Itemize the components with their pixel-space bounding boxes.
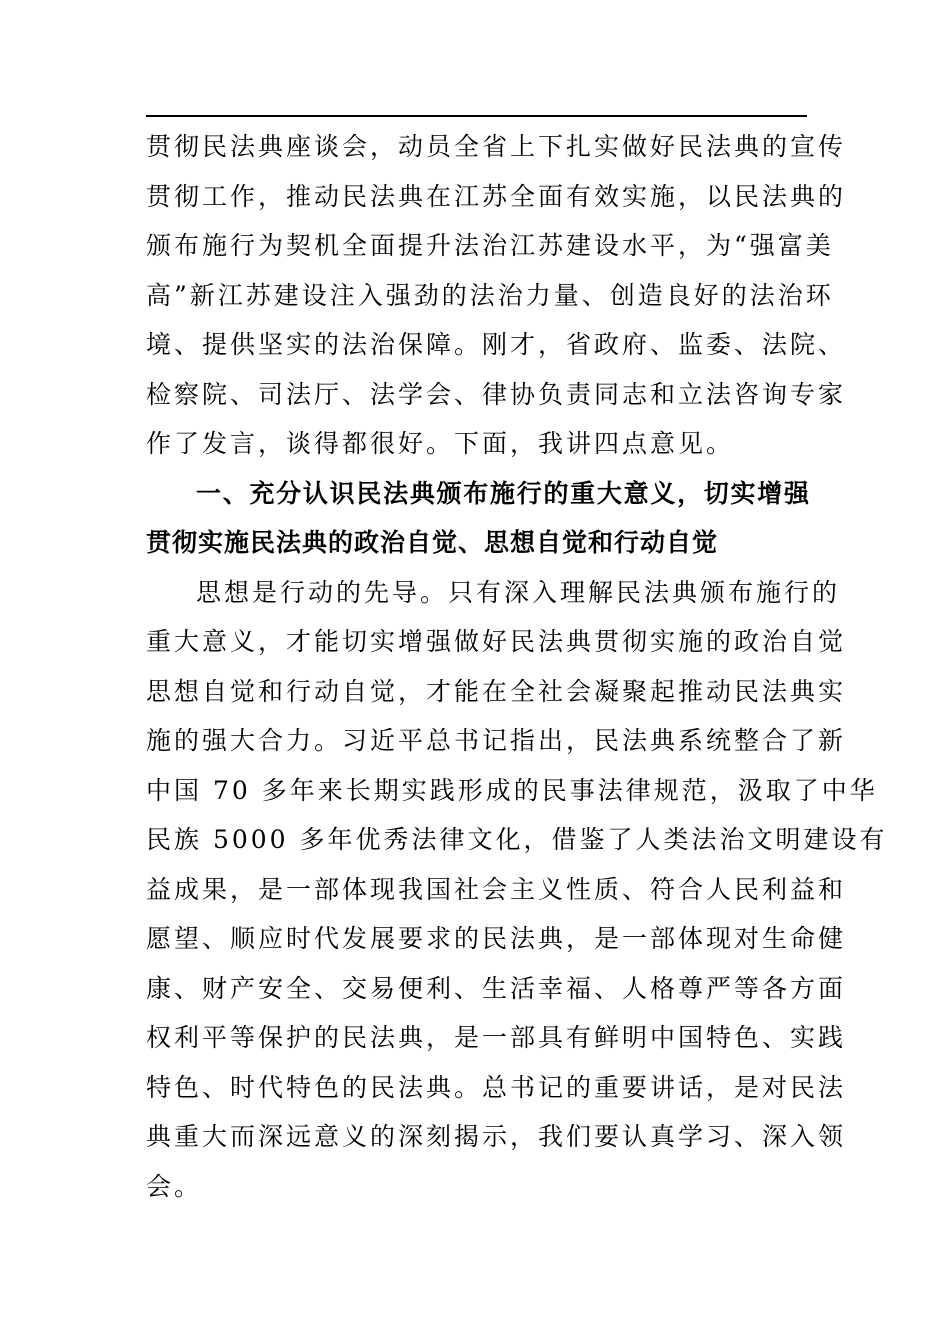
body-line: 愿望、顺应时代发展要求的民法典，是一部体现对生命健	[146, 924, 847, 953]
document-body	[146, 122, 888, 1211]
body-line: 高”新江苏建设注入强劲的法治力量、创造良好的法治环	[146, 280, 834, 310]
header-rule	[146, 115, 807, 117]
body-line: 权利平等保护的民法典，是一部具有鲜明中国特色、实践	[146, 1023, 847, 1052]
body-line: 贯彻工作，推动民法典在江苏全面有效实施，以民法典的	[146, 181, 847, 211]
body-line: 康、财产安全、交易便利、生活幸福、人格尊严等各方面	[146, 973, 847, 1003]
body-line: 中国 70 多年来长期实践形成的民事法律规范，汲取了中华	[146, 775, 878, 805]
section-heading-line: 贯彻实施民法典的政治自觉、思想自觉和行动自觉	[146, 528, 719, 557]
body-line: 思想是行动的先导。只有深入理解民法典颁布施行的	[196, 577, 841, 607]
body-line: 贯彻民法典座谈会，动员全省上下扎实做好民法典的宣传	[146, 132, 847, 161]
body-line: 施的强大合力。习近平总书记指出，民法典系统整合了新	[146, 726, 847, 755]
body-line: 民族 5000 多年优秀法律文化，借鉴了人类法治文明建设有	[146, 825, 888, 854]
body-line: 重大意义，才能切实增强做好民法典贯彻实施的政治自觉	[146, 627, 847, 656]
body-line: 特色、时代特色的民法典。总书记的重要讲话，是对民法	[146, 1072, 847, 1102]
section-heading-line: 一、充分认识民法典颁布施行的重大意义，切实增强	[196, 478, 810, 508]
body-line: 颁布施行为契机全面提升法治江苏建设水平，为“强富美	[146, 231, 834, 260]
body-line: 境、提供坚实的法治保障。刚才，省政府、监委、法院、	[146, 330, 847, 359]
body-line: 会。	[146, 1171, 203, 1201]
body-line: 典重大而深远意义的深刻揭示，我们要认真学习、深入领	[146, 1122, 847, 1151]
body-line: 检察院、司法厅、法学会、律协负责同志和立法咨询专家	[146, 379, 847, 409]
body-line: 作了发言，谈得都很好。下面，我讲四点意见。	[146, 429, 735, 458]
body-line: 益成果，是一部体现我国社会主义性质、符合人民利益和	[146, 874, 847, 904]
body-line: 思想自觉和行动自觉，才能在全社会凝聚起推动民法典实	[146, 676, 847, 706]
